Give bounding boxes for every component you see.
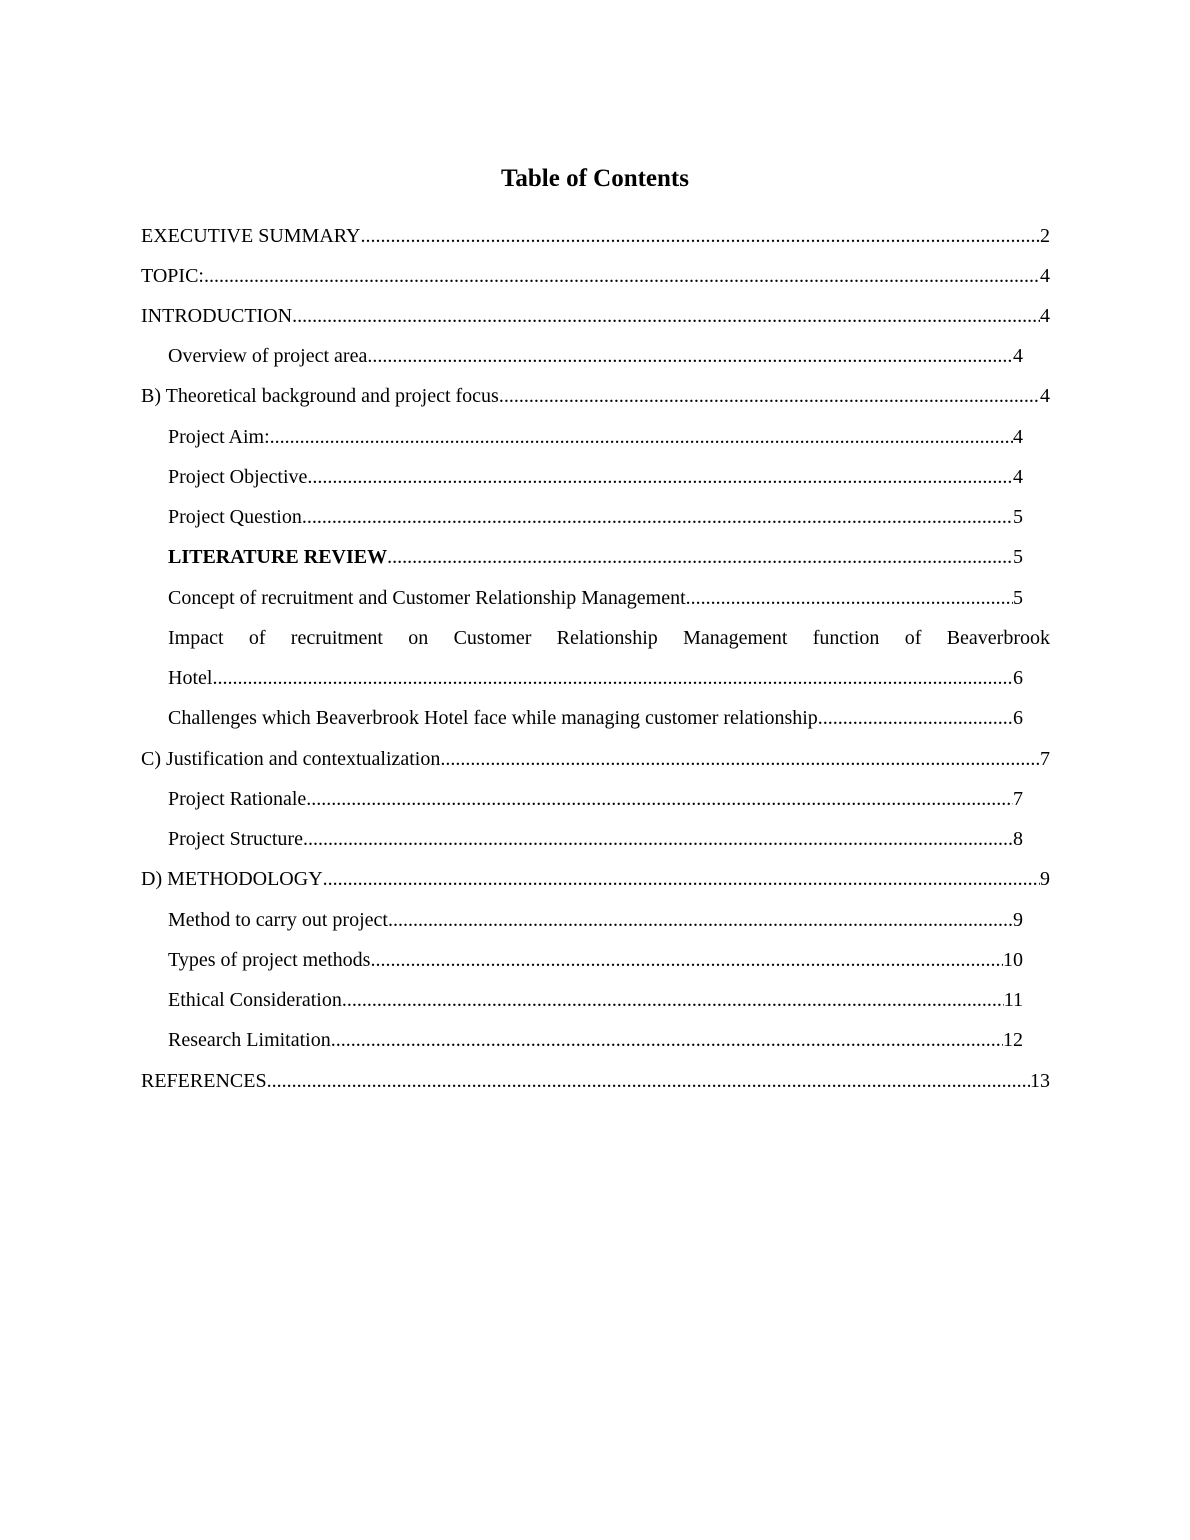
toc-entry-challenges[interactable] (168, 704, 1023, 732)
toc-entry-project-objective[interactable] (168, 463, 1023, 491)
toc-entry-executive-summary[interactable] (141, 222, 1050, 250)
toc-entry-label: B) Theoretical background and project focus (141, 385, 499, 407)
toc-word: Relationship (556, 627, 658, 649)
toc-entry-project-question[interactable] (168, 503, 1023, 531)
toc-dot-leader (360, 222, 1040, 250)
toc-page-number: 8 (1013, 828, 1023, 850)
toc-word: Impact (168, 627, 224, 649)
toc-entry-label: Project Structure (168, 828, 303, 850)
toc-page-number: 7 (1013, 788, 1023, 810)
toc-entry-impact-line1[interactable] (168, 624, 1050, 652)
toc-word: function (812, 627, 880, 649)
toc-page-number: 4 (1013, 466, 1023, 488)
toc-dot-leader (370, 946, 1003, 974)
toc-dot-leader (342, 986, 1004, 1014)
toc-dot-leader (306, 785, 1013, 813)
toc-page-number: 10 (1003, 949, 1023, 971)
toc-page-number: 4 (1013, 345, 1023, 367)
toc-entry-introduction[interactable] (141, 302, 1050, 330)
toc-entry-references[interactable] (141, 1067, 1050, 1095)
toc-page-number: 2 (1040, 225, 1050, 247)
toc-dot-leader (212, 664, 1013, 692)
toc-dot-leader (331, 1026, 1003, 1054)
toc-entry-impact-line2[interactable] (168, 664, 1023, 692)
toc-entry-concept-of-recruitment[interactable] (168, 584, 1023, 612)
toc-entry-label: Project Question (168, 506, 302, 528)
toc-dot-leader (302, 503, 1013, 531)
toc-page-number: 6 (1013, 667, 1023, 689)
toc-dot-leader (440, 745, 1040, 773)
toc-entry-label: D) METHODOLOGY (141, 868, 323, 890)
toc-word: Management (683, 627, 788, 649)
toc-word: of (904, 627, 922, 649)
toc-entry-literature-review[interactable] (168, 543, 1023, 571)
toc-dot-leader (323, 865, 1040, 893)
toc-page-number: 5 (1013, 587, 1023, 609)
toc-page-number: 12 (1003, 1029, 1023, 1051)
toc-entry-label: TOPIC: (141, 265, 204, 287)
toc-dot-leader (292, 302, 1040, 330)
toc-page-number: 6 (1013, 707, 1023, 729)
toc-page-number: 4 (1013, 426, 1023, 448)
toc-entry-method[interactable] (168, 906, 1023, 934)
toc-entry-label: Concept of recruitment and Customer Relationship Management (168, 587, 686, 609)
toc-dot-leader (388, 906, 1013, 934)
toc-page-number: 7 (1040, 748, 1050, 770)
toc-page-number: 13 (1030, 1070, 1050, 1092)
toc-entry-research-limitation[interactable] (168, 1026, 1023, 1054)
toc-dot-leader (270, 423, 1013, 451)
toc-word: Beaverbrook (946, 627, 1050, 649)
toc-entry-label: Ethical Consideration (168, 989, 342, 1011)
page-title: Table of Contents (501, 165, 689, 192)
toc-word: recruitment (290, 627, 383, 649)
toc-entry-label: Hotel (168, 667, 213, 689)
toc-entry-topic[interactable] (141, 262, 1050, 290)
toc-page-number: 4 (1040, 305, 1050, 327)
toc-entry-label: Project Aim: (168, 426, 270, 448)
toc-entry-project-aim[interactable] (168, 423, 1023, 451)
toc-page-number: 9 (1013, 909, 1023, 931)
toc-entry-project-structure[interactable] (168, 825, 1023, 853)
toc-entry-label: INTRODUCTION (141, 305, 293, 327)
toc-dot-leader (686, 584, 1013, 612)
toc-entry-label: C) Justification and contextualization (141, 748, 441, 770)
toc-entry-label: Challenges which Beaverbrook Hotel face while managing customer relationship (168, 707, 818, 729)
toc-dot-leader (499, 382, 1040, 410)
toc-entry-methodology[interactable] (141, 865, 1050, 893)
toc-entry-label: REFERENCES (141, 1070, 267, 1092)
toc-dot-leader (387, 543, 1013, 571)
toc-word: Customer (453, 627, 532, 649)
toc-entry-justification[interactable] (141, 745, 1050, 773)
toc-dot-leader (204, 262, 1040, 290)
toc-entry-label: EXECUTIVE SUMMARY (141, 225, 361, 247)
toc-entry-ethical-consideration[interactable] (168, 986, 1023, 1014)
toc-entry-theoretical-background[interactable] (141, 382, 1050, 410)
toc-page-number: 9 (1040, 868, 1050, 890)
toc-page-number: 4 (1040, 385, 1050, 407)
toc-word: of (248, 627, 266, 649)
toc-entry-label: Project Rationale (168, 788, 307, 810)
toc-dot-leader (267, 1067, 1030, 1095)
toc-entry-label: Types of project methods (168, 949, 371, 971)
toc-entry-label: Method to carry out project (168, 909, 388, 931)
toc-page-number: 4 (1040, 265, 1050, 287)
toc-dot-leader (818, 704, 1013, 732)
toc-entry-types-of-methods[interactable] (168, 946, 1023, 974)
toc-entry-label: LITERATURE REVIEW (168, 546, 388, 568)
toc-entry-label: Project Objective (168, 466, 308, 488)
toc-entry-project-rationale[interactable] (168, 785, 1023, 813)
toc-entry-label: Overview of project area (168, 345, 368, 367)
toc-word: on (408, 627, 429, 649)
toc-dot-leader (303, 825, 1013, 853)
toc-page-number: 11 (1003, 989, 1023, 1011)
toc-page-number: 5 (1013, 506, 1023, 528)
toc-dot-leader (367, 342, 1013, 370)
toc-dot-leader (307, 463, 1013, 491)
toc-entry-label: Research Limitation (168, 1029, 331, 1051)
toc-entry-overview[interactable] (168, 342, 1023, 370)
toc-page-number: 5 (1013, 546, 1023, 568)
